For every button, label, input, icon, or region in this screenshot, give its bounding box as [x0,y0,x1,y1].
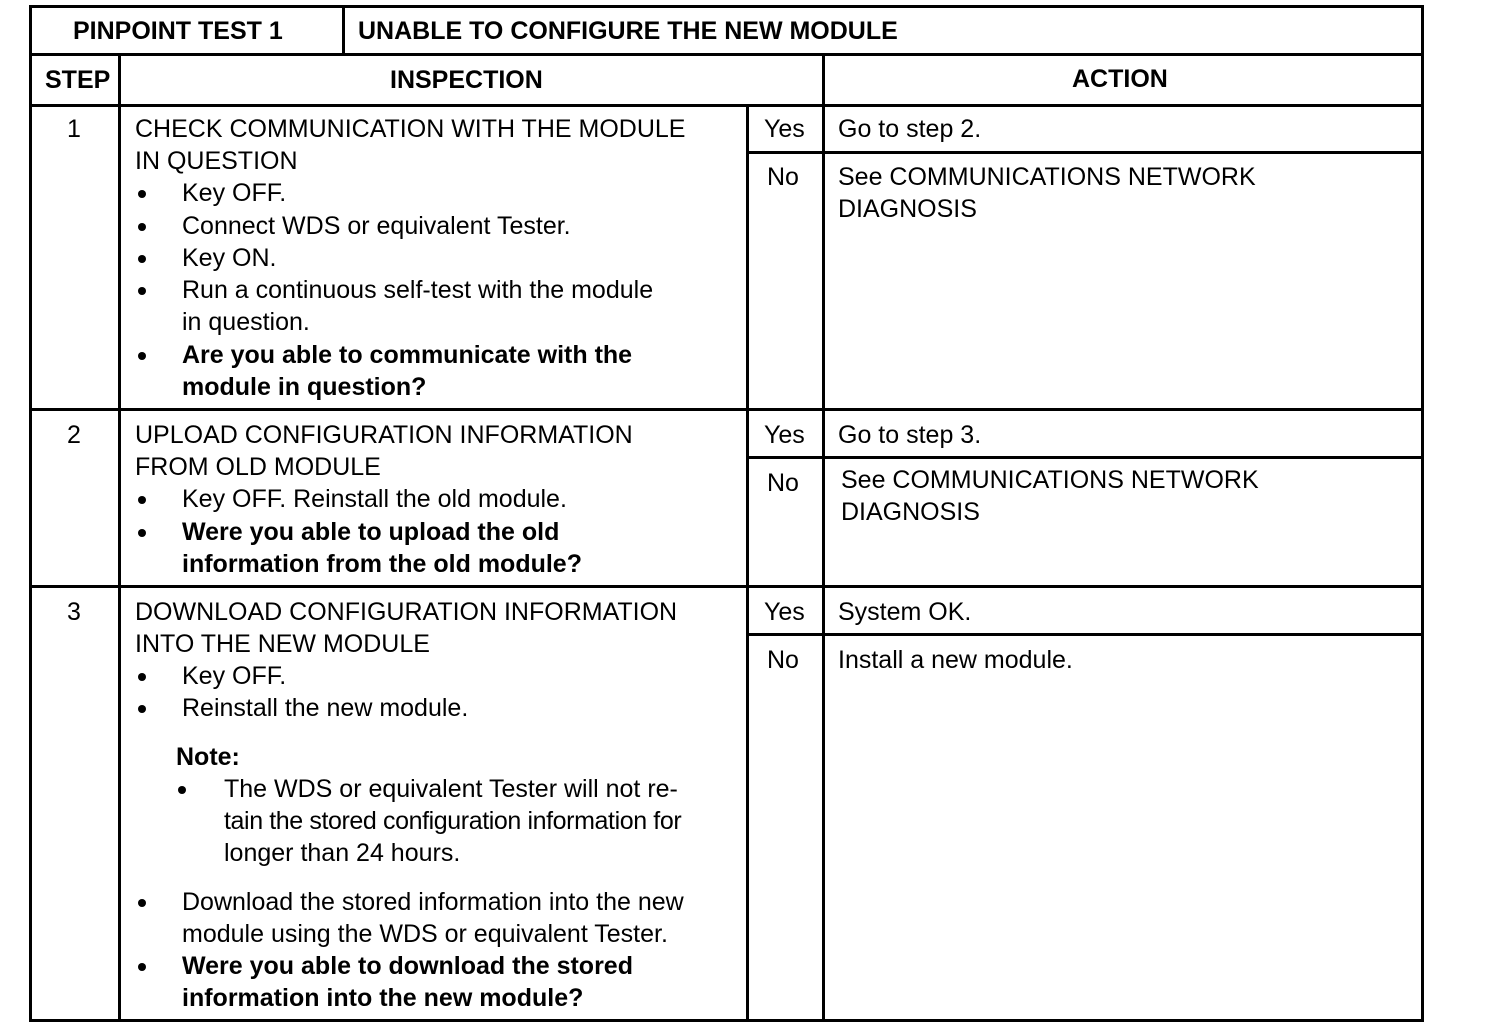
step-title: CHECK COMMUNICATION WITH THE MODULE [135,115,686,143]
yes-action: Go to step 2. [838,115,982,143]
bullet-icon [178,786,186,794]
rule-step2-bottom [29,585,1424,588]
rule-bottom [29,1019,1424,1022]
yes-label: Yes [764,115,805,143]
inspection-bullet: Download the stored information into the new [182,888,684,916]
inspection-bullet: Run a continuous self-test with the module [182,276,654,304]
rule-step3-yes-no [746,633,1424,636]
no-action: Install a new module. [838,646,1073,674]
inspection-bullet: in question. [182,308,310,336]
yes-action: Go to step 3. [838,421,982,449]
step-number: 3 [67,598,81,626]
bullet-icon [138,496,146,504]
rule-header-divider [342,5,345,55]
no-action: DIAGNOSIS [838,195,977,223]
inspection-bullet: Key ON. [182,244,277,272]
bullet-icon [138,899,146,907]
inspection-bullet: module using the WDS or equivalent Tester. [182,920,668,948]
rule-step2-yes-no [746,456,1424,459]
bullet-icon [138,352,146,360]
bullet-icon [138,963,146,971]
rule-left [29,5,32,1022]
yes-label: Yes [764,598,805,626]
column-header-action: ACTION [1072,65,1168,93]
bullet-icon [138,529,146,537]
inspection-question: information from the old module? [182,550,582,578]
inspection-question: information into the new module? [182,984,584,1012]
test-title: UNABLE TO CONFIGURE THE NEW MODULE [358,17,898,45]
step-number: 1 [67,115,81,143]
rule-right [1421,5,1424,1022]
no-label: No [767,469,799,497]
inspection-bullet: Connect WDS or equivalent Tester. [182,212,571,240]
note-text: longer than 24 hours. [224,839,461,867]
bullet-icon [138,255,146,263]
note-label: Note: [176,743,240,771]
rule-action-col [822,53,825,1022]
no-action: See COMMUNICATIONS NETWORK [838,163,1256,191]
bullet-icon [138,673,146,681]
column-header-inspection: INSPECTION [390,66,543,94]
step-title: FROM OLD MODULE [135,453,381,481]
rule-step-col [118,53,121,1022]
column-header-step: STEP [45,66,111,94]
rule-columns-bottom [29,104,1424,107]
test-id: PINPOINT TEST 1 [73,17,283,45]
inspection-bullet: Key OFF. [182,662,287,690]
no-action: DIAGNOSIS [841,498,980,526]
inspection-question: Were you able to upload the old [182,518,560,546]
no-action: See COMMUNICATIONS NETWORK [841,466,1259,494]
yes-action: System OK. [838,598,972,626]
step-title: INTO THE NEW MODULE [135,630,430,658]
step-title: IN QUESTION [135,147,298,175]
step-number: 2 [67,421,81,449]
yes-label: Yes [764,421,805,449]
inspection-bullet: Key OFF. Reinstall the old module. [182,485,567,513]
rule-step1-yes-no [746,151,1424,154]
note-text: The WDS or equivalent Tester will not re- [224,775,678,803]
note-text: tain the stored configuration information for [224,807,682,835]
inspection-bullet: Key OFF. [182,179,287,207]
no-label: No [767,163,799,191]
bullet-icon [138,190,146,198]
bullet-icon [138,705,146,713]
inspection-bullet: Reinstall the new module. [182,694,469,722]
rule-top [29,5,1424,8]
inspection-question: Are you able to communicate with the [182,341,633,369]
rule-step1-bottom [29,408,1424,411]
step-title: DOWNLOAD CONFIGURATION INFORMATION [135,598,678,626]
no-label: No [767,646,799,674]
rule-yesno-col [746,104,749,1022]
inspection-question: Were you able to download the stored [182,952,633,980]
bullet-icon [138,287,146,295]
inspection-question: module in question? [182,373,427,401]
rule-header-bottom [29,53,1424,56]
bullet-icon [138,223,146,231]
step-title: UPLOAD CONFIGURATION INFORMATION [135,421,633,449]
